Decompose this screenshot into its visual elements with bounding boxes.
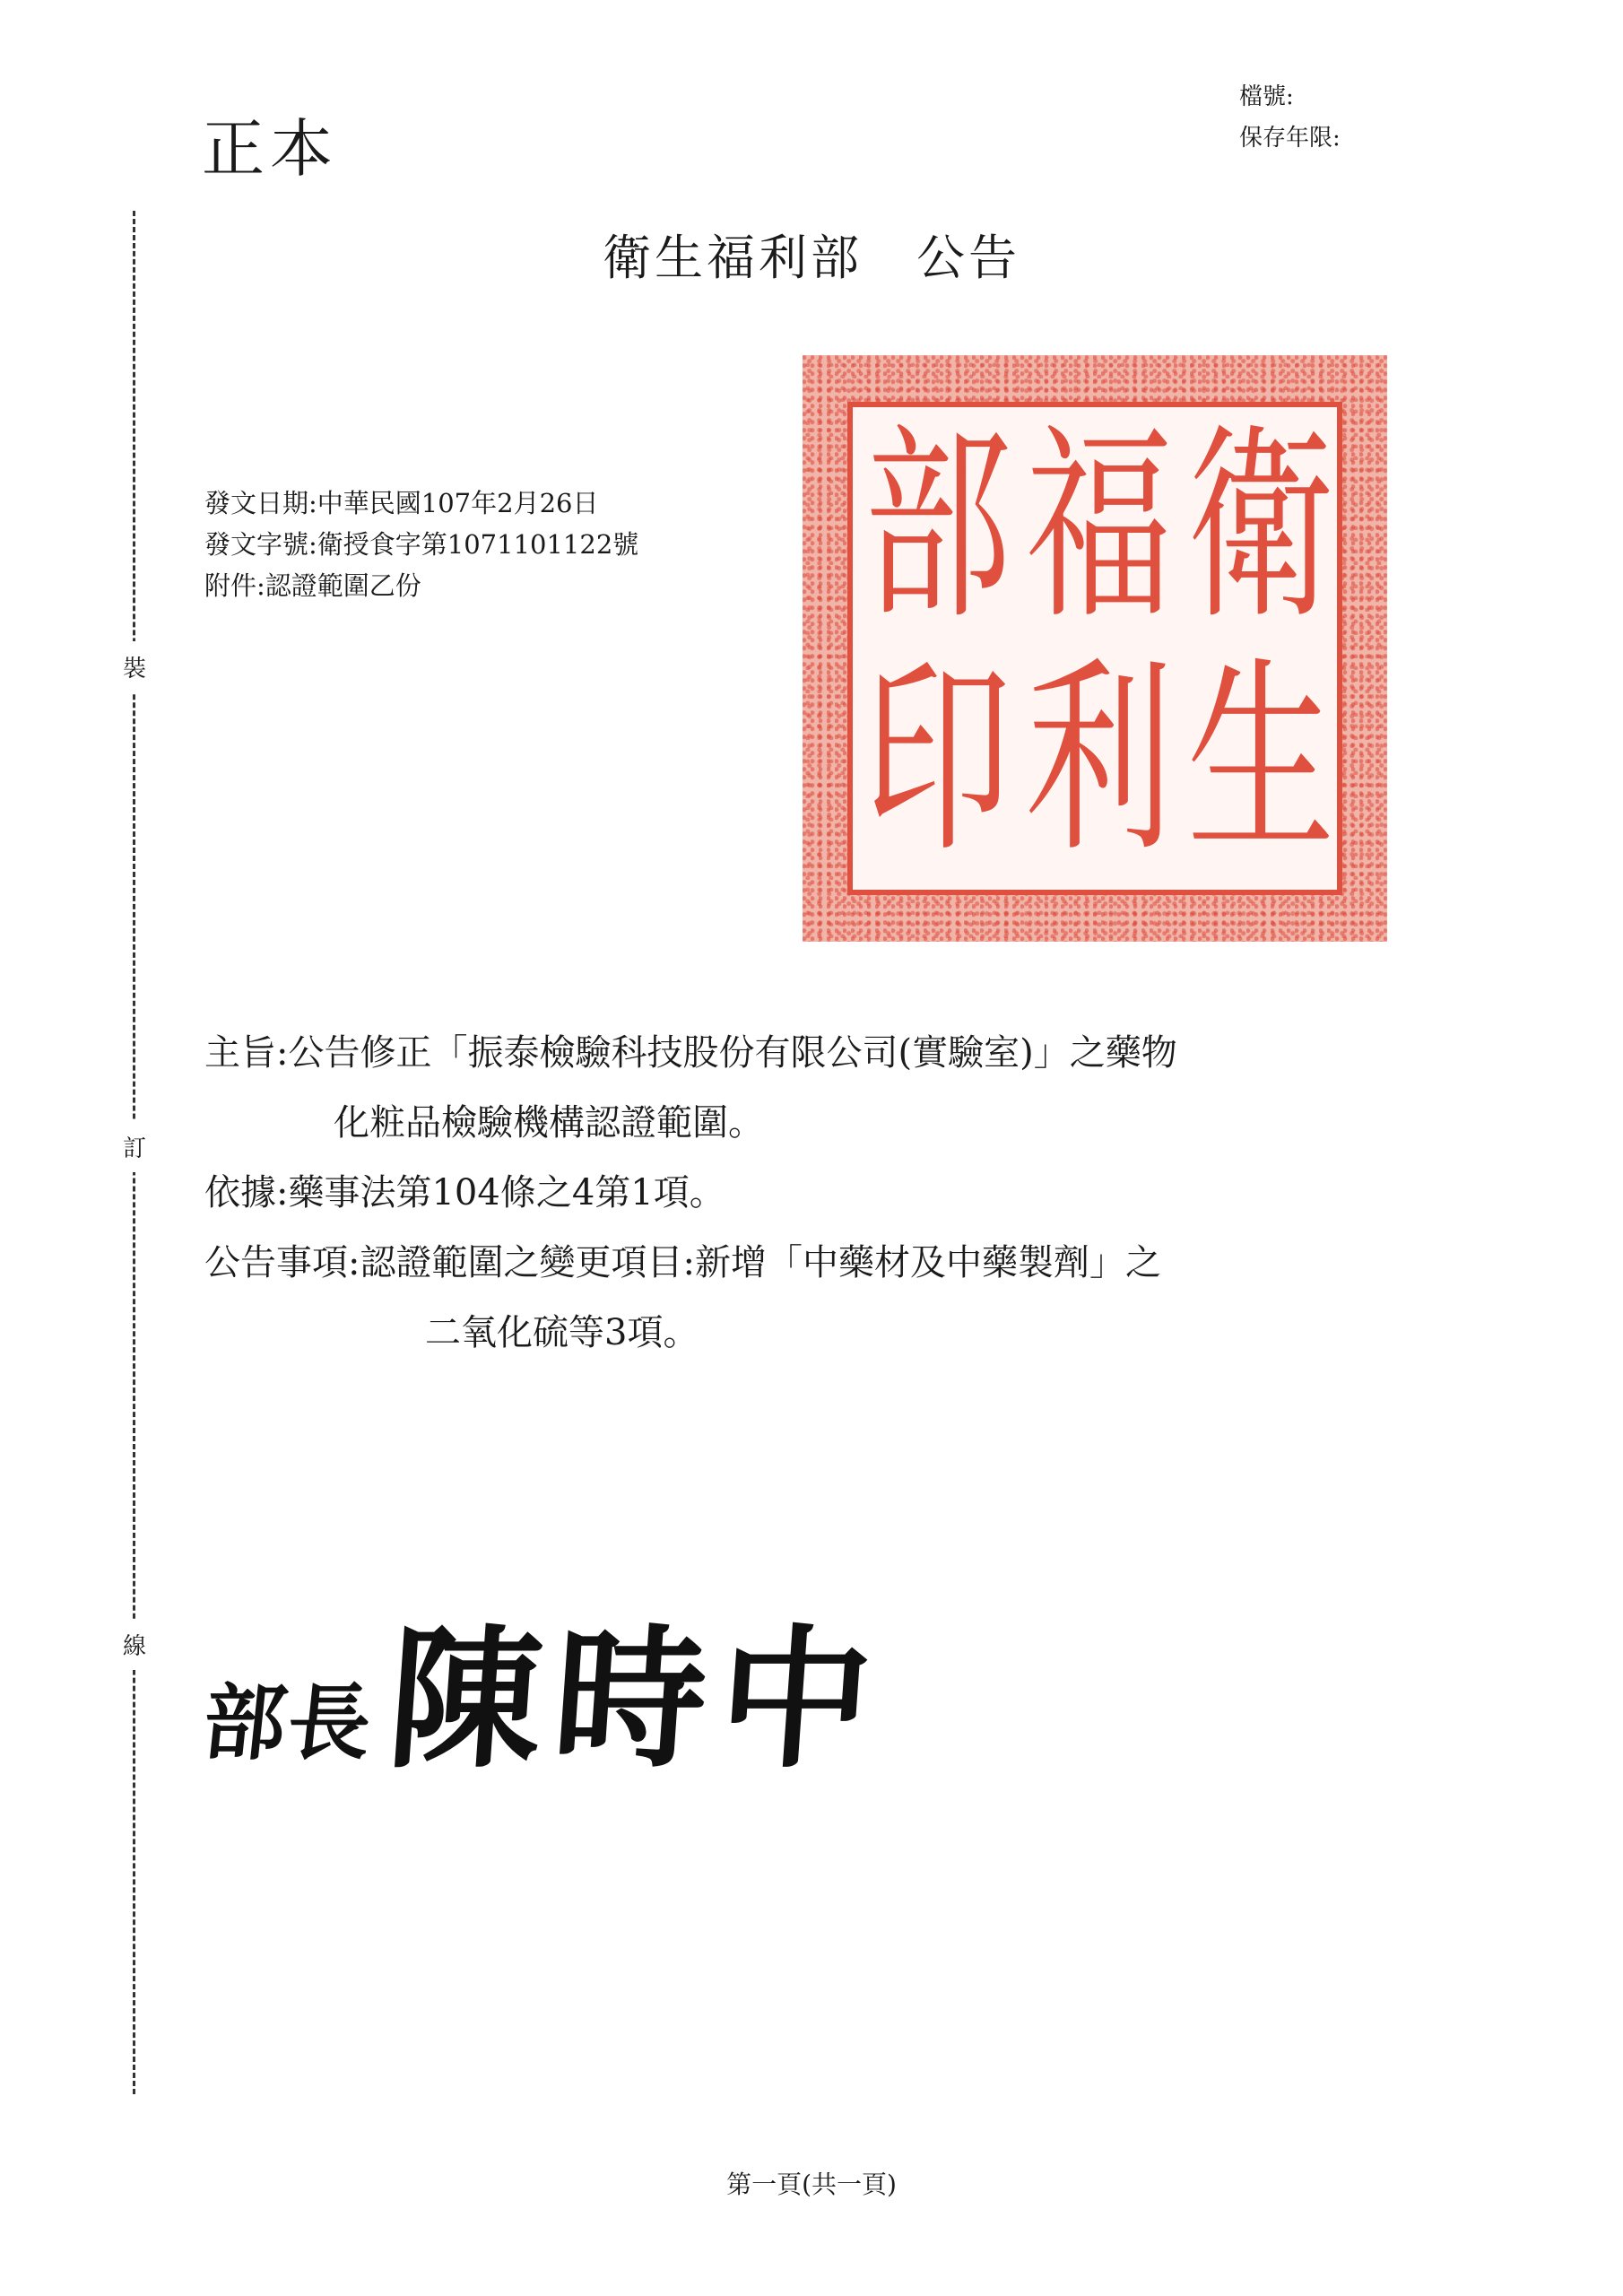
issue-date: 發文日期:中華民國107年2月26日 bbox=[204, 488, 599, 518]
basis-paragraph bbox=[204, 1158, 1460, 1228]
file-number-label: 檔號: bbox=[1239, 83, 1294, 110]
document-type: 公告 bbox=[916, 230, 1020, 286]
notice-label: 公告事項: bbox=[204, 1242, 360, 1283]
basis-label: 依據: bbox=[204, 1172, 289, 1213]
seal-glyph-6: 印 bbox=[864, 639, 1012, 881]
basis-text: 藥事法第104條之4第1項。 bbox=[288, 1172, 725, 1213]
signature-name: 陳時中 bbox=[383, 1610, 891, 1789]
subject-paragraph bbox=[204, 1018, 1460, 1158]
retention-period-row bbox=[1239, 117, 1341, 159]
retention-period-label: 保存年限: bbox=[1239, 125, 1341, 152]
document-title bbox=[0, 220, 1623, 289]
agency-name: 衛生福利部 bbox=[603, 230, 863, 286]
binding-margin bbox=[123, 211, 161, 2094]
issue-document-number: 發文字號:衛授食字第1071101122號 bbox=[204, 529, 639, 560]
binding-char-staple: 訂 bbox=[123, 1121, 146, 1172]
issue-info bbox=[204, 483, 638, 606]
seal-glyph-1: 衛 bbox=[1186, 405, 1335, 648]
seal-glyph-5: 部 bbox=[864, 405, 1012, 648]
subject-text-line-2: 化粧品檢驗機構認證範圍。 bbox=[334, 1102, 764, 1144]
seal-glyph-3: 福 bbox=[1025, 405, 1174, 648]
signature-title: 部長 bbox=[198, 1674, 378, 1771]
seal-glyph-4: 利 bbox=[1025, 639, 1174, 881]
seal-glyphs bbox=[853, 407, 1337, 890]
binding-char-line: 線 bbox=[123, 1619, 146, 1670]
minister-signature bbox=[198, 1610, 891, 1789]
notice-text-line-2: 二氧化硫等3項。 bbox=[425, 1312, 699, 1353]
official-seal bbox=[803, 355, 1387, 942]
page-number: 第一頁(共一頁) bbox=[726, 2170, 897, 2199]
original-copy-mark: 正本 bbox=[202, 112, 338, 186]
notice-paragraph bbox=[204, 1228, 1460, 1368]
binding-char-bind: 裝 bbox=[123, 641, 146, 692]
seal-frame bbox=[847, 402, 1342, 895]
notice-text-line-1: 認證範圍之變更項目:新增「中藥材及中藥製劑」之 bbox=[360, 1242, 1161, 1283]
file-number-row bbox=[1239, 76, 1341, 117]
file-meta bbox=[1239, 76, 1341, 159]
subject-text-line-1: 公告修正「振泰檢驗科技股份有限公司(實驗室)」之藥物 bbox=[288, 1032, 1177, 1074]
announcement-body bbox=[204, 1018, 1460, 1368]
issue-attachment: 附件:認證範圍乙份 bbox=[204, 570, 421, 601]
subject-label: 主旨: bbox=[204, 1032, 289, 1074]
seal-glyph-2: 生 bbox=[1186, 639, 1335, 881]
